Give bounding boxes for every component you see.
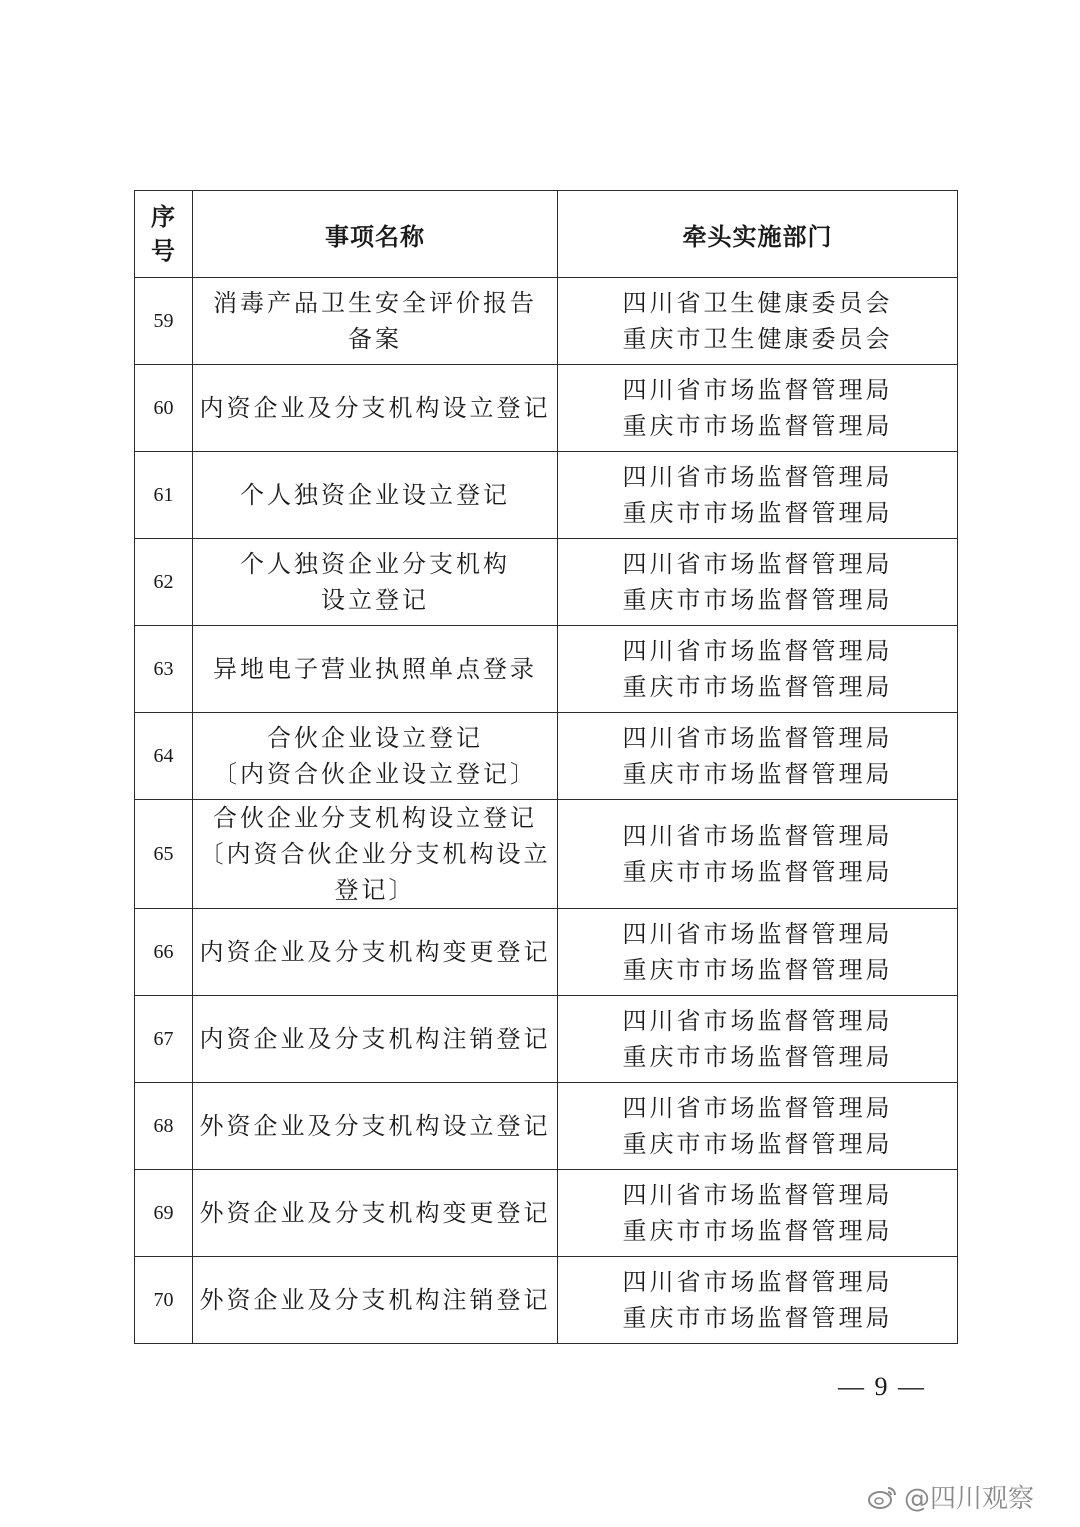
table-row xyxy=(135,1170,958,1257)
table-body xyxy=(135,278,958,1344)
items-table-container xyxy=(134,190,957,1344)
item-name-cell xyxy=(193,365,558,452)
header-item-name: 事项名称 xyxy=(193,191,558,278)
department-cell xyxy=(558,800,958,909)
header-seq-line2: 号 xyxy=(151,237,176,265)
item-name-line: 外资企业及分支机构变更登记 xyxy=(199,1199,551,1227)
item-name-line: 备案 xyxy=(348,325,402,353)
row-number: 63 xyxy=(135,626,193,713)
department-line: 四川省市场监督管理局 xyxy=(622,1181,893,1209)
department-line: 重庆市市场监督管理局 xyxy=(622,760,893,788)
item-name-line: 外资企业及分支机构注销登记 xyxy=(199,1286,551,1314)
item-name-cell xyxy=(193,996,558,1083)
department-cell xyxy=(558,1257,958,1344)
row-number: 64 xyxy=(135,713,193,800)
item-name-line: 合伙企业设立登记 xyxy=(267,724,483,752)
department-line: 重庆市市场监督管理局 xyxy=(622,1304,893,1332)
item-name-line: 个人独资企业设立登记 xyxy=(240,481,510,509)
header-seq xyxy=(135,191,193,278)
department-line: 重庆市市场监督管理局 xyxy=(622,499,893,527)
department-cell xyxy=(558,626,958,713)
item-name-line: 登记〕 xyxy=(334,876,416,904)
row-number: 60 xyxy=(135,365,193,452)
item-name-line: 外资企业及分支机构设立登记 xyxy=(199,1112,551,1140)
table-row xyxy=(135,365,958,452)
table-row xyxy=(135,626,958,713)
row-number: 67 xyxy=(135,996,193,1083)
department-cell xyxy=(558,452,958,539)
department-cell xyxy=(558,909,958,996)
department-line: 重庆市市场监督管理局 xyxy=(622,858,893,886)
row-number: 69 xyxy=(135,1170,193,1257)
table-row xyxy=(135,452,958,539)
department-line: 四川省市场监督管理局 xyxy=(622,376,893,404)
table-row xyxy=(135,800,958,909)
item-name-cell xyxy=(193,800,558,909)
row-number: 65 xyxy=(135,800,193,909)
department-cell xyxy=(558,278,958,365)
department-line: 重庆市市场监督管理局 xyxy=(622,412,893,440)
items-table xyxy=(134,190,958,1344)
item-name-cell xyxy=(193,909,558,996)
department-line: 四川省市场监督管理局 xyxy=(622,637,893,665)
department-cell xyxy=(558,1170,958,1257)
item-name-line: 设立登记 xyxy=(321,586,429,614)
row-number: 68 xyxy=(135,1083,193,1170)
department-line: 四川省市场监督管理局 xyxy=(622,1007,893,1035)
department-cell xyxy=(558,539,958,626)
table-row xyxy=(135,278,958,365)
table-row xyxy=(135,713,958,800)
item-name-cell xyxy=(193,626,558,713)
item-name-line: 内资企业及分支机构注销登记 xyxy=(199,1025,551,1053)
item-name-cell xyxy=(193,278,558,365)
item-name-cell xyxy=(193,1170,558,1257)
item-name-cell xyxy=(193,1257,558,1344)
item-name-cell xyxy=(193,539,558,626)
item-name-line: 〔内资合伙企业分支机构设立 xyxy=(199,840,551,868)
header-department: 牵头实施部门 xyxy=(558,191,958,278)
table-row xyxy=(135,1257,958,1344)
table-row xyxy=(135,996,958,1083)
department-cell xyxy=(558,365,958,452)
watermark xyxy=(868,1478,1034,1515)
department-line: 四川省市场监督管理局 xyxy=(622,1094,893,1122)
department-line: 重庆市市场监督管理局 xyxy=(622,673,893,701)
department-line: 四川省市场监督管理局 xyxy=(622,1268,893,1296)
department-line: 四川省卫生健康委员会 xyxy=(622,289,893,317)
item-name-line: 〔内资合伙企业设立登记〕 xyxy=(213,760,537,788)
department-line: 四川省市场监督管理局 xyxy=(622,550,893,578)
department-line: 四川省市场监督管理局 xyxy=(622,463,893,491)
item-name-line: 异地电子营业执照单点登录 xyxy=(213,655,537,683)
watermark-text: @四川观察 xyxy=(904,1484,1035,1514)
department-line: 四川省市场监督管理局 xyxy=(622,920,893,948)
table-row xyxy=(135,909,958,996)
department-line: 重庆市市场监督管理局 xyxy=(622,586,893,614)
header-seq-line1: 序 xyxy=(151,203,176,231)
item-name-line: 个人独资企业分支机构 xyxy=(240,550,510,578)
row-number: 70 xyxy=(135,1257,193,1344)
department-line: 四川省市场监督管理局 xyxy=(622,822,893,850)
item-name-line: 消毒产品卫生安全评价报告 xyxy=(213,289,537,317)
department-cell xyxy=(558,1083,958,1170)
weibo-icon xyxy=(868,1485,898,1509)
department-line: 重庆市市场监督管理局 xyxy=(622,1130,893,1158)
item-name-cell xyxy=(193,452,558,539)
table-row xyxy=(135,539,958,626)
department-line: 四川省市场监督管理局 xyxy=(622,724,893,752)
row-number: 59 xyxy=(135,278,193,365)
department-line: 重庆市卫生健康委员会 xyxy=(622,325,893,353)
item-name-line: 内资企业及分支机构变更登记 xyxy=(199,938,551,966)
row-number: 61 xyxy=(135,452,193,539)
row-number: 62 xyxy=(135,539,193,626)
item-name-line: 合伙企业分支机构设立登记 xyxy=(213,804,537,832)
department-cell xyxy=(558,713,958,800)
department-line: 重庆市市场监督管理局 xyxy=(622,1043,893,1071)
table-header-row xyxy=(135,191,958,278)
table-row xyxy=(135,1083,958,1170)
department-line: 重庆市市场监督管理局 xyxy=(622,1217,893,1245)
department-line: 重庆市市场监督管理局 xyxy=(622,956,893,984)
item-name-line: 内资企业及分支机构设立登记 xyxy=(199,394,551,422)
item-name-cell xyxy=(193,713,558,800)
item-name-cell xyxy=(193,1083,558,1170)
department-cell xyxy=(558,996,958,1083)
page-number: — 9 — xyxy=(838,1372,926,1401)
row-number: 66 xyxy=(135,909,193,996)
